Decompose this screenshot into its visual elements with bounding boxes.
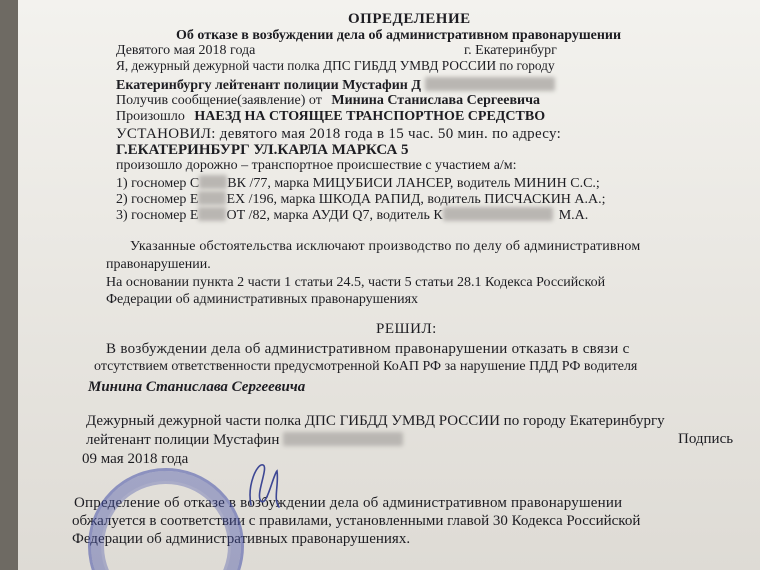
paragraph-2-line-2: Федерации об административных правонарушениях xyxy=(106,292,419,307)
signature-label: Подпись xyxy=(678,431,734,447)
vehicle-2-details: ЕХ /196, марка ШКОДА РАПИД, водитель ПИСЧАСКИН А.А.; xyxy=(226,192,606,207)
accident-intro: произошло дорожно – транспортное происшествие с участием а/м: xyxy=(116,158,517,173)
vehicle-3-prefix: 3) госномер Е xyxy=(116,208,199,223)
officer-initial: Д xyxy=(411,78,422,93)
doc-title: ОПРЕДЕЛЕНИЕ xyxy=(348,11,471,27)
vehicle-1-details: ВК /77, марка МИЦУБИСИ ЛАНСЕР, водитель МИНИН С.С.; xyxy=(227,176,600,191)
occurred-line xyxy=(116,110,545,124)
decision-line-1: В возбуждении дела об административном правонарушении отказать в связи с xyxy=(106,341,630,357)
vehicle-2-prefix: 2) госномер Е xyxy=(116,192,199,207)
redacted-block xyxy=(283,432,403,446)
decided-heading: РЕШИЛ: xyxy=(376,321,437,337)
paragraph-2-line-1: На основании пункта 2 части 1 статьи 24.5, части 5 статьи 28.1 Кодекса Российской xyxy=(106,275,606,290)
doc-date: Девятого мая 2018 года xyxy=(116,43,256,58)
vehicle-3-details: ОТ /82, марка АУДИ Q7, водитель К xyxy=(226,208,443,223)
vehicle-1-prefix: 1) госномер С xyxy=(116,176,200,191)
redacted-block xyxy=(198,191,226,205)
occurred-what: НАЕЗД НА СТОЯЩЕЕ ТРАНСПОРТНОЕ СРЕДСТВО xyxy=(194,109,546,124)
received-line xyxy=(116,94,540,108)
appeal-line-3: Федерации об административных правонарушениях. xyxy=(72,531,411,547)
handwritten-signature xyxy=(243,455,283,515)
signatory-name: лейтенант полиции Мустафин xyxy=(86,432,280,448)
address-line: Г.ЕКАТЕРИНБУРГ УЛ.КАРЛА МАРКСА 5 xyxy=(116,142,409,158)
signature-date: 09 мая 2018 года xyxy=(82,451,189,467)
signatory-line-1: Дежурный дежурной части полка ДПС ГИБДД УМВД РОССИИ по городу Екатеринбургу xyxy=(86,413,665,429)
decision-name: Минина Станислава Сергеевича xyxy=(88,379,306,395)
official-stamp xyxy=(73,453,258,570)
appeal-line-2: обжалуется в соответствии с правилами, установленными главой 30 Кодекса Российской xyxy=(72,513,641,529)
paragraph-1-line-1: Указанные обстоятельства исключают производство по делу об административном xyxy=(130,239,641,254)
officer-line-1: Я, дежурный дежурной части полка ДПС ГИБДД УМВД РОССИИ по городу xyxy=(116,59,555,74)
received-prefix: Получив сообщение(заявление) от xyxy=(116,93,322,108)
redacted-block xyxy=(198,207,226,221)
redacted-block xyxy=(199,175,227,189)
vehicle-item-1 xyxy=(116,175,600,191)
paragraph-1-line-2: правонарушении. xyxy=(106,257,211,272)
redacted-block xyxy=(425,77,555,91)
occurred-prefix: Произошло xyxy=(116,109,185,124)
document-page xyxy=(18,0,760,570)
officer-line-2 xyxy=(116,77,555,93)
doc-city: г. Екатеринбург xyxy=(464,43,557,58)
decision-line-2: отсутствием ответственности предусмотренной КоАП РФ за нарушение ПДД РФ водителя xyxy=(94,359,638,374)
appeal-line-1: Определение об отказе в возбуждении дела об административном правонарушении xyxy=(74,495,623,511)
received-name: Минина Станислава Сергеевича xyxy=(331,93,540,108)
doc-subtitle: Об отказе в возбуждении дела об административном правонарушении xyxy=(176,28,622,43)
vehicle-item-2 xyxy=(116,191,606,207)
vehicle-3-initials: М.А. xyxy=(558,208,589,223)
redacted-block xyxy=(443,207,553,221)
signatory-line-2 xyxy=(86,432,403,448)
established-line: УСТАНОВИЛ: девятого мая 2018 года в 15 час. 50 мин. по адресу: xyxy=(116,126,562,142)
officer-name: Екатеринбургу лейтенант полиции Мустафин xyxy=(116,78,408,93)
vehicle-item-3 xyxy=(116,207,588,223)
